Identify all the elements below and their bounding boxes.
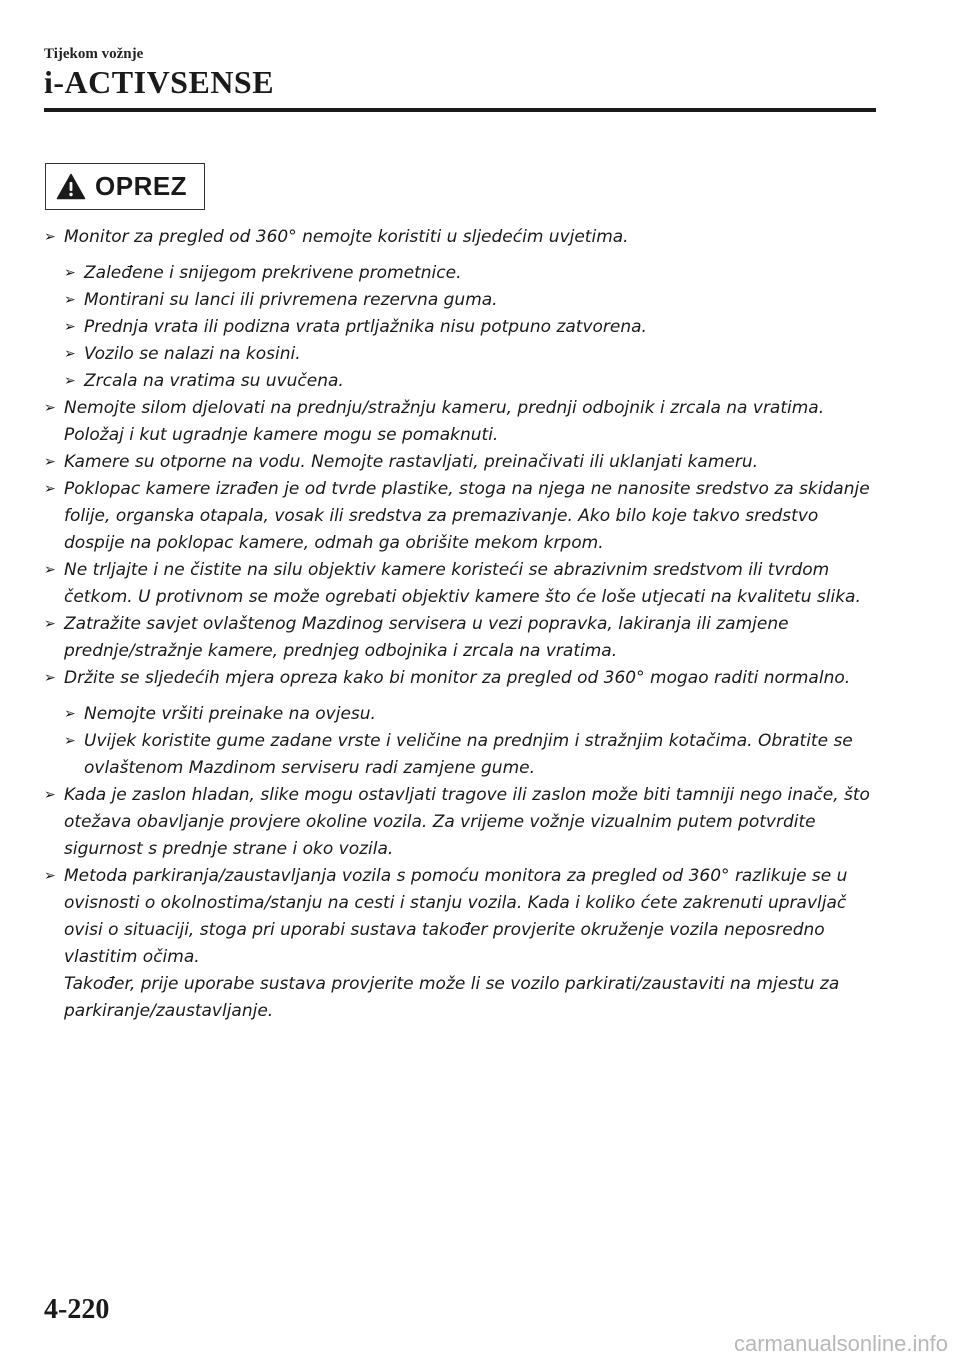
item-continuation: Također, prije uporabe sustava provjerite može li se vozilo parkirati/zaustaviti na mjestu za parkiranje/zaustavljanje. — [64, 974, 840, 1021]
item-text: Zaleđene i snijegom prekrivene prometnice. — [84, 263, 462, 283]
spacer — [44, 692, 884, 701]
item-text: Kada je zaslon hladan, slike mogu ostavljati tragove ili zaslon može biti tamniji nego inače, što otežava obavljanje provjere okoline vozila. Za vrijeme vožnje vizualnim putem potvrdite sigurnost s prednje strane i oko vozila. — [64, 785, 870, 859]
list-item — [44, 449, 884, 476]
sub-list-item — [64, 341, 884, 368]
list-item — [44, 863, 884, 1025]
page-title: i-ACTIVSENSE — [44, 64, 275, 100]
list-item — [44, 476, 884, 557]
item-text: Poklopac kamere izrađen je od tvrde plastike, stoga na njega ne nanosite sredstvo za skidanje folije, organska otapala, vosak ili sredstva za premazivanje. Ako bilo koje takvo sredstvo dospije na poklopac kamere, odmah ga obrišite mekom krpom. — [64, 479, 870, 553]
arrow-bullet-icon: ➢ — [64, 706, 76, 722]
item-text: Držite se sljedećih mjera opreza kako bi monitor za pregled od 360° mogao raditi normalno. — [64, 668, 851, 688]
page-number: 4-220 — [44, 1294, 110, 1325]
item-text: Monitor za pregled od 360° nemojte koristiti u sljedećim uvjetima. — [64, 227, 629, 247]
sub-list-item — [64, 728, 884, 782]
arrow-bullet-icon: ➢ — [44, 454, 56, 470]
list-item — [44, 557, 884, 611]
item-text: Ne trljajte i ne čistite na silu objektiv kamere koristeći se abrazivnim sredstvom ili tvrdom četkom. U protivnom se može ogrebati objektiv kamere što će loše utjecati na kvalitetu slika. — [64, 560, 861, 607]
section-label: Tijekom vožnje — [44, 46, 144, 62]
caution-label: OPREZ — [95, 171, 188, 201]
item-text: Uvijek koristite gume zadane vrste i veličine na prednjim i stražnjim kotačima. Obratite se ovlaštenom Mazdinom serviseru radi zamjene gume. — [84, 731, 853, 778]
arrow-bullet-icon: ➢ — [64, 319, 76, 335]
item-text: Nemojte vršiti preinake na ovjesu. — [84, 704, 376, 724]
arrow-bullet-icon: ➢ — [64, 265, 76, 281]
title-divider — [44, 108, 876, 112]
arrow-bullet-icon: ➢ — [64, 733, 76, 749]
item-text: Prednja vrata ili podizna vrata prtljažnika nisu potpuno zatvorena. — [84, 317, 647, 337]
item-text: Vozilo se nalazi na kosini. — [84, 344, 301, 364]
item-text: Nemojte silom djelovati na prednju/stražnju kameru, prednji odbojnik i zrcala na vratima. Položaj i kut ugradnje kamere mogu se pomaknuti. — [64, 398, 825, 445]
arrow-bullet-icon: ➢ — [64, 373, 76, 389]
warning-triangle-icon — [56, 173, 86, 200]
caution-list — [44, 224, 884, 1025]
list-item — [44, 611, 884, 665]
list-item — [44, 395, 884, 449]
arrow-bullet-icon: ➢ — [44, 616, 56, 632]
sub-list-item — [64, 368, 884, 395]
arrow-bullet-icon: ➢ — [44, 400, 56, 416]
item-text: Kamere su otporne na vodu. Nemojte rastavljati, preinačivati ili uklanjati kameru. — [64, 452, 759, 472]
arrow-bullet-icon: ➢ — [44, 670, 56, 686]
arrow-bullet-icon: ➢ — [44, 481, 56, 497]
caution-heading — [45, 163, 205, 210]
watermark: carmanualsonline.info — [733, 1331, 948, 1356]
list-item — [44, 782, 884, 863]
spacer — [44, 251, 884, 260]
sub-list-item — [64, 314, 884, 341]
item-text: Montirani su lanci ili privremena rezervna guma. — [84, 290, 498, 310]
arrow-bullet-icon: ➢ — [44, 229, 56, 245]
item-text: Zatražite savjet ovlaštenog Mazdinog servisera u vezi popravka, lakiranja ili zamjene prednje/stražnje kamere, prednjeg odbojnika i zrcala na vratima. — [64, 614, 789, 661]
sub-list-item — [64, 287, 884, 314]
list-item — [44, 665, 884, 692]
arrow-bullet-icon: ➢ — [64, 346, 76, 362]
arrow-bullet-icon: ➢ — [44, 787, 56, 803]
list-item — [44, 224, 884, 251]
arrow-bullet-icon: ➢ — [64, 292, 76, 308]
item-text: Metoda parkiranja/zaustavljanja vozila s pomoću monitora za pregled od 360° razlikuje se u ovisnosti o okolnostima/stanju na cesti i stanju vozila. Kada i koliko ćete zakrenuti upravljač ovisi o situaciji, stoga pri uporabi sustava također provjerite okruženje vozila neposredno vlastitim očima. — [64, 866, 848, 967]
sub-list-item — [64, 701, 884, 728]
arrow-bullet-icon: ➢ — [44, 562, 56, 578]
arrow-bullet-icon: ➢ — [44, 868, 56, 884]
sub-list-item — [64, 260, 884, 287]
item-text: Zrcala na vratima su uvučena. — [84, 371, 344, 391]
